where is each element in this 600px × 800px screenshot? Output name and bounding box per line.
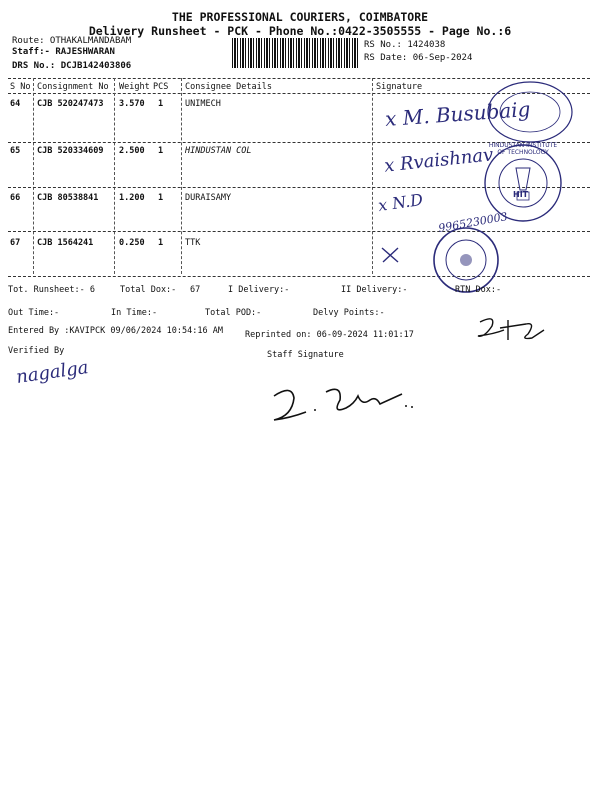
company-title: THE PROFESSIONAL COURIERS, COIMBATORE	[171, 10, 429, 24]
col-separator	[372, 78, 373, 274]
entered-by: Entered By :KAVIPCK 09/06/2024 10:54:16 AM	[8, 326, 223, 336]
row-pcs: 1	[158, 99, 164, 109]
total-pod: Total POD:-	[205, 308, 262, 318]
staff-signature-label: Staff Signature	[267, 350, 344, 360]
in-time: In Time:-	[111, 308, 158, 318]
i-delivery: I Delivery:-	[228, 285, 290, 295]
col-consignee: Consignee Details	[185, 82, 272, 92]
row-pcs: 1	[158, 238, 164, 248]
runsheet-title: Delivery Runsheet - PCK - Phone No.:0422-3505555 - Page No.:6	[88, 24, 512, 38]
row-pcs: 1	[158, 193, 164, 203]
row-consignee: DURAISAMY	[185, 193, 232, 203]
total-runsheet: Tot. Runsheet:- 6	[8, 285, 95, 295]
staff-label: Staff:- RAJESHWARAN	[12, 47, 115, 57]
rs-date: RS Date: 06-Sep-2024	[364, 53, 473, 63]
rs-number: RS No.: 1424038	[364, 40, 446, 50]
col-weight: Weight	[119, 82, 150, 92]
row-consignment: CJB 520334609	[37, 146, 104, 156]
col-consignment: Consignment No	[37, 82, 109, 92]
col-separator	[181, 78, 182, 274]
row-consignment: CJB 80538841	[37, 193, 99, 203]
cross-mark-67	[378, 244, 404, 266]
row-pcs: 1	[158, 146, 164, 156]
hit-stamp-abbr: HIT	[513, 190, 529, 199]
col-sno: S No	[10, 82, 31, 92]
row-sno: 65	[10, 146, 21, 156]
row-consignee: UNIMECH	[185, 99, 221, 109]
staff-signature-icon	[262, 374, 422, 434]
hit-stamp-text: HINDUSTAN INSTITUTE OF TECHNOLOGY	[488, 142, 558, 156]
total-dox-label: Total Dox:-	[120, 285, 177, 295]
col-signature: Signature	[376, 82, 423, 92]
route-label: Route: OTHAKALMANDABAM	[12, 36, 132, 46]
row-weight: 1.200	[119, 193, 145, 203]
barcode	[232, 38, 360, 68]
row-consignment: CJB 1564241	[37, 238, 94, 248]
col-pcs: PCS	[153, 82, 169, 92]
table-top-rule	[8, 78, 590, 79]
row-sno: 67	[10, 238, 21, 248]
row-consignee: HINDUSTAN COL	[185, 146, 252, 156]
initials-signature-icon	[470, 310, 550, 346]
col-separator	[33, 78, 34, 274]
out-time: Out Time:-	[8, 308, 60, 318]
row-weight: 3.570	[119, 99, 145, 109]
reprinted-on: Reprinted on: 06-09-2024 11:01:17	[245, 330, 414, 340]
row-weight: 2.500	[119, 146, 145, 156]
signature-65: x Rvaishnav	[383, 144, 495, 177]
drs-number: DRS No.: DCJB142403806	[12, 61, 132, 71]
row-sno: 66	[10, 193, 21, 203]
row-sno: 64	[10, 99, 21, 109]
verified-signature: nagalga	[14, 357, 90, 388]
signature-66: x N.D	[376, 189, 425, 216]
row-consignment: CJB 520247473	[37, 99, 104, 109]
row-weight: 0.250	[119, 238, 145, 248]
col-separator	[114, 78, 115, 274]
total-dox-value: 67	[190, 285, 201, 295]
rtn-dox: RTN Dox:-	[455, 285, 502, 295]
ii-delivery: II Delivery:-	[341, 285, 408, 295]
verified-by: Verified By	[8, 346, 65, 356]
signature-66-phone: 9965230003	[437, 210, 509, 235]
delvy-points: Delvy Points:-	[313, 308, 385, 318]
signature-64: x M. Busubaig	[384, 96, 532, 132]
row-consignee: TTK	[185, 238, 201, 248]
